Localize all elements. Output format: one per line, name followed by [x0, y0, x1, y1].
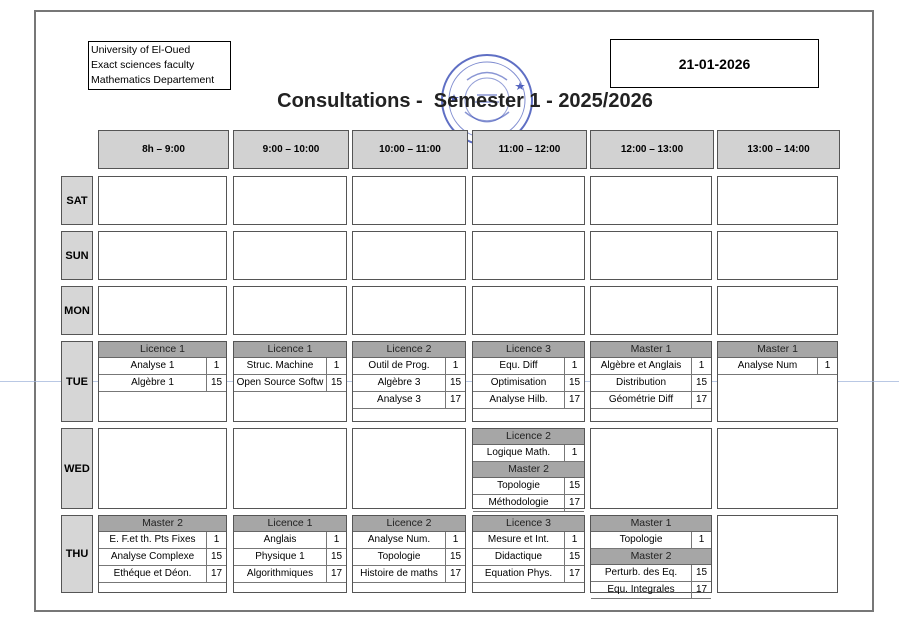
subject-name: Analyse 3	[377, 394, 421, 405]
subject-name: Ethéque et Déon.	[113, 568, 192, 579]
room-number: 1	[817, 358, 837, 374]
room-number: 1	[326, 532, 346, 548]
schedule-cell	[590, 286, 712, 335]
subject-name: Analyse Num	[737, 360, 798, 371]
subject-name: Géométrie Diff	[608, 394, 674, 405]
group-label: Licence 2	[473, 429, 584, 445]
subject-name: Struc. Machine	[246, 360, 314, 371]
room-number: 17	[206, 566, 226, 582]
room-number: 17	[326, 566, 346, 582]
schedule-cell	[590, 231, 712, 280]
room-number: 1	[691, 358, 711, 374]
subject-name: Didactique	[494, 551, 543, 562]
subject-row	[473, 495, 584, 512]
group-label: Licence 1	[99, 342, 226, 358]
schedule-cell	[472, 231, 585, 280]
group-label: Licence 1	[234, 516, 346, 532]
schedule-cell	[98, 341, 227, 422]
schedule-cell	[233, 341, 347, 422]
group-label: Master 2	[473, 462, 584, 478]
schedule-cell	[233, 231, 347, 280]
subject-name: Histoire de maths	[360, 568, 438, 579]
schedule-cell	[233, 428, 347, 509]
subject-row	[473, 566, 584, 583]
subject-row	[591, 358, 711, 375]
subject-row	[99, 549, 226, 566]
schedule-cell	[472, 515, 585, 593]
subject-row	[718, 358, 837, 375]
group-label: Licence 1	[234, 342, 346, 358]
schedule-cell	[352, 428, 466, 509]
room-number: 17	[445, 566, 465, 582]
subject-row	[353, 532, 465, 549]
room-number: 17	[564, 392, 584, 408]
day-label: THU	[61, 515, 93, 593]
group-label: Master 1	[718, 342, 837, 358]
subject-row	[234, 358, 346, 375]
subject-row	[353, 358, 465, 375]
schedule-cell	[233, 176, 347, 225]
room-number: 15	[326, 375, 346, 391]
subject-row	[353, 566, 465, 583]
time-header: 12:00 – 13:00	[590, 130, 714, 169]
room-number: 1	[564, 532, 584, 548]
room-number: 1	[564, 445, 584, 461]
schedule-cell	[352, 341, 466, 422]
schedule-cell	[472, 176, 585, 225]
subject-row	[591, 582, 711, 599]
subject-row	[473, 532, 584, 549]
schedule-cell	[717, 341, 838, 422]
schedule-cell	[590, 341, 712, 422]
schedule-cell	[717, 515, 838, 593]
group-label: Master 2	[591, 549, 711, 565]
room-number: 1	[445, 532, 465, 548]
schedule-cell	[352, 515, 466, 593]
day-label: TUE	[61, 341, 93, 422]
time-header: 9:00 – 10:00	[233, 130, 349, 169]
room-number: 1	[206, 358, 226, 374]
faculty-line: Exact sciences faculty	[91, 59, 195, 71]
subject-name: Méthodologie	[488, 497, 549, 508]
room-number: 17	[691, 392, 711, 408]
room-number: 17	[564, 495, 584, 511]
time-header: 13:00 – 14:00	[717, 130, 840, 169]
subject-row	[99, 566, 226, 583]
subject-name: Algèbre et Anglais	[600, 360, 682, 371]
schedule-cell	[717, 176, 838, 225]
room-number: 15	[564, 549, 584, 565]
schedule-cell	[472, 428, 585, 509]
subject-name: Topologie	[619, 534, 663, 545]
subject-row	[591, 392, 711, 409]
room-number: 15	[326, 549, 346, 565]
subject-name: Distribution	[615, 377, 667, 388]
schedule-cell	[98, 515, 227, 593]
subject-name: Optimisation	[490, 377, 547, 388]
subject-row	[591, 532, 711, 549]
subject-row	[353, 375, 465, 392]
schedule-cell	[233, 286, 347, 335]
group-label: Master 2	[99, 516, 226, 532]
group-label: Licence 3	[473, 342, 584, 358]
schedule-cell	[98, 231, 227, 280]
subject-name: Open Source Softw	[236, 377, 324, 388]
schedule-cell	[590, 176, 712, 225]
schedule-cell	[472, 286, 585, 335]
room-number: 15	[445, 375, 465, 391]
group-label: Master 1	[591, 342, 711, 358]
schedule-cell	[98, 428, 227, 509]
schedule-cell	[472, 341, 585, 422]
subject-row	[591, 565, 711, 582]
subject-name: Topologie	[377, 551, 421, 562]
subject-row	[234, 375, 346, 392]
group-label: Licence 2	[353, 516, 465, 532]
subject-row	[353, 549, 465, 566]
subject-name: Equ. Integrales	[607, 584, 675, 595]
time-header: 11:00 – 12:00	[472, 130, 587, 169]
subject-name: Algèbre 1	[131, 377, 174, 388]
subject-row	[473, 549, 584, 566]
group-label: Licence 2	[353, 342, 465, 358]
subject-name: Analyse Num.	[367, 534, 431, 545]
room-number: 15	[206, 375, 226, 391]
group-label: Licence 3	[473, 516, 584, 532]
subject-row	[591, 375, 711, 392]
subject-row	[473, 358, 584, 375]
subject-row	[99, 358, 226, 375]
room-number: 1	[691, 532, 711, 548]
subject-row	[473, 445, 584, 462]
subject-name: Physique 1	[255, 551, 305, 562]
subject-name: Perturb. des Eq.	[604, 567, 678, 578]
subject-name: E. F.et th. Pts Fixes	[109, 534, 196, 545]
subject-row	[473, 478, 584, 495]
subject-name: Algorithmiques	[246, 568, 314, 579]
subject-row	[99, 532, 226, 549]
date-box	[610, 39, 819, 88]
schedule-cell	[590, 428, 712, 509]
subject-name: Equ. Diff	[499, 360, 538, 371]
room-number: 15	[691, 565, 711, 581]
room-number: 1	[445, 358, 465, 374]
schedule-cell	[98, 176, 227, 225]
time-header: 10:00 – 11:00	[352, 130, 468, 169]
room-number: 17	[564, 566, 584, 582]
schedule-cell	[233, 515, 347, 593]
schedule-cell	[98, 286, 227, 335]
subject-name: Analyse Complexe	[110, 551, 195, 562]
subject-row	[473, 392, 584, 409]
schedule-cell	[352, 176, 466, 225]
subject-name: Analyse 1	[130, 360, 175, 371]
subject-row	[234, 532, 346, 549]
subject-name: Outil de Prog.	[368, 360, 430, 371]
room-number: 1	[326, 358, 346, 374]
room-number: 17	[445, 392, 465, 408]
subject-name: Equation Phys.	[484, 568, 553, 579]
schedule-cell	[590, 515, 712, 593]
room-number: 1	[564, 358, 584, 374]
schedule-cell	[717, 231, 838, 280]
room-number: 15	[691, 375, 711, 391]
subject-name: Anglais	[263, 534, 297, 545]
room-number: 15	[206, 549, 226, 565]
room-number: 15	[564, 375, 584, 391]
date-text: 21-01-2026	[678, 55, 751, 72]
schedule-cell	[717, 428, 838, 509]
university-line: University of El-Oued	[91, 44, 191, 56]
department-line: Mathematics Departement	[91, 74, 215, 86]
schedule-cell	[717, 286, 838, 335]
day-label: SAT	[61, 176, 93, 225]
schedule-cell	[352, 286, 466, 335]
subject-row	[99, 375, 226, 392]
subject-name: Algèbre 3	[377, 377, 421, 388]
time-header: 8h – 9:00	[98, 130, 229, 169]
day-label: SUN	[61, 231, 93, 280]
group-label: Master 1	[591, 516, 711, 532]
subject-name: Topologie	[497, 480, 540, 491]
day-label: WED	[61, 428, 93, 509]
subject-row	[234, 566, 346, 583]
room-number: 17	[691, 582, 711, 598]
subject-name: Mesure et Int.	[487, 534, 550, 545]
room-number: 15	[564, 478, 584, 494]
day-label: MON	[61, 286, 93, 335]
university-box	[88, 41, 231, 90]
subject-name: Logique Math.	[486, 447, 551, 458]
subject-row	[473, 375, 584, 392]
subject-row	[353, 392, 465, 409]
room-number: 1	[206, 532, 226, 548]
subject-name: Analyse Hilb.	[489, 394, 548, 405]
page-title: Consultations - Semester 1 - 2025/2026	[277, 90, 653, 112]
schedule-cell	[352, 231, 466, 280]
subject-row	[234, 549, 346, 566]
room-number: 15	[445, 549, 465, 565]
